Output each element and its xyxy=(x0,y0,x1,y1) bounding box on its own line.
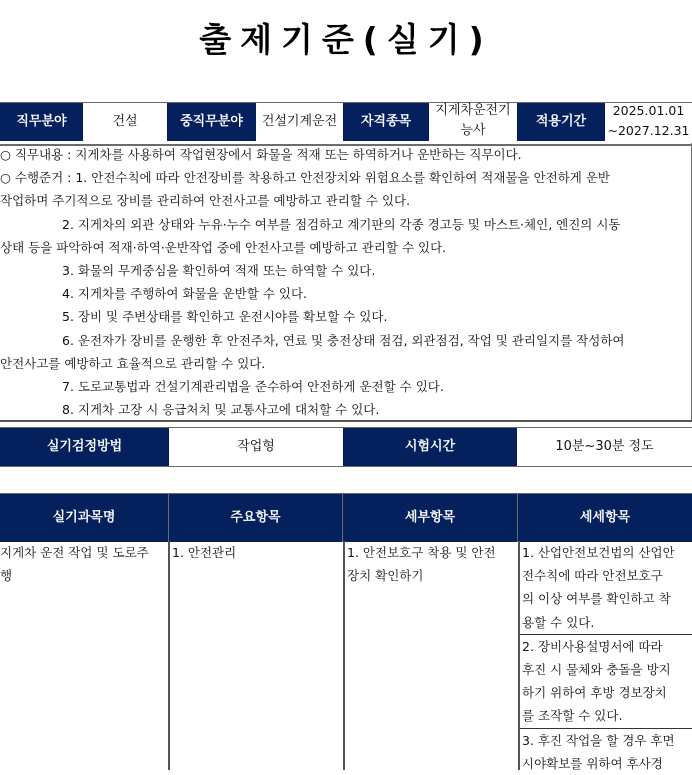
period-label: 적용기간 xyxy=(517,103,605,141)
sub-item-1-line1: 1. 산업안전보건법의 산업안 xyxy=(522,545,675,560)
sub-item-1-line4: 용할 수 있다. xyxy=(522,614,595,630)
exam-time-value: 10분~30분 정도 xyxy=(555,439,654,454)
criteria-table-header xyxy=(0,493,692,542)
sub-item-2-line2: 후진 시 물체와 충돌을 방지 xyxy=(522,662,671,678)
sub-item-1-line2: 전수칙에 따라 안전보호구 xyxy=(522,568,663,584)
criteria-item3: 3. 화물의 무게중심을 확인하여 적재 또는 하역할 수 있다. xyxy=(62,263,376,279)
main-item-cell xyxy=(170,541,345,770)
sub-item-2-line3: 하기 위하여 후방 경보장치 xyxy=(522,685,667,701)
sub-item-3-line2: 시야확보를 위하여 후사경 xyxy=(522,755,663,771)
detail-item-line2: 장치 확인하기 xyxy=(347,568,424,584)
header-subject: 실기과목명 xyxy=(0,494,169,542)
criteria-item5: 5. 장비 및 주변상태를 확인하고 운전시야를 확보할 수 있다. xyxy=(62,309,388,325)
sub-item-2 xyxy=(520,635,692,729)
subject-cell xyxy=(0,541,170,770)
criteria-item6-line1: 6. 운전자가 장비를 운행한 후 안전주차, 연료 및 충전상태 점검, 외관점검, 작업 및 관리일지를 작성하여 xyxy=(62,332,625,348)
period-value xyxy=(605,101,692,141)
criteria-item7: 7. 도로교통법과 건설기계관리법을 준수하여 안전하게 운전할 수 있다. xyxy=(62,379,444,395)
exam-method-value: 작업형 xyxy=(237,439,275,454)
qualification-value-line1: 지게차운전기 xyxy=(435,103,511,118)
exam-time-label: 시험시간 xyxy=(343,428,517,466)
exam-method-row xyxy=(0,427,692,467)
detail-item-line1: 1. 안전보호구 착용 및 안전 xyxy=(347,545,496,560)
job-content: ○ 직무내용 : 지게차를 사용하여 작업현장에서 화물을 적재 또는 하역하거나 운반하는 직무이다. xyxy=(0,147,522,162)
page-title: 출제기준(실기) xyxy=(199,20,493,59)
criteria-item2-line1: 2. 지게차의 외관 상태와 누유·누수 여부를 점검하고 계기판의 각종 경고등 및 마스트·체인, 엔진의 시동 xyxy=(62,216,621,232)
qualification-value xyxy=(429,101,517,141)
info-row xyxy=(0,102,692,146)
criteria-table-body xyxy=(0,541,692,770)
criteria-item6-line2: 안전사고를 예방하고 효율적으로 관리할 수 있다. xyxy=(0,355,266,371)
subject-line1: 지게차 운전 작업 및 도로주 xyxy=(0,545,149,560)
period-value-line2: ~2027.12.31 xyxy=(607,123,690,138)
sub-field-label: 중직무분야 xyxy=(167,103,256,141)
detail-item-cell xyxy=(345,541,520,770)
criteria-item2-line2: 상태 등을 파악하여 적재·하역·운반작업 중에 안전사고를 예방하고 관리할 수 있다. xyxy=(0,239,447,255)
exam-method-label: 실기검정방법 xyxy=(0,428,169,466)
period-value-line1: 2025.01.01 xyxy=(612,103,685,118)
sub-item-2-line1: 2. 장비사용설명서에 따라 xyxy=(522,638,663,654)
job-description xyxy=(0,143,692,422)
sub-field-value: 건설기계운전 xyxy=(261,114,338,129)
sub-item-3-line1: 3. 후진 작업을 할 경우 후면 xyxy=(522,732,675,748)
job-field-label: 직무분야 xyxy=(0,103,83,141)
header-main-item: 주요항목 xyxy=(169,494,343,542)
header-sub-item: 세세항목 xyxy=(518,494,692,542)
qualification-value-line2: 능사 xyxy=(460,123,486,138)
sub-item-cell xyxy=(520,541,692,770)
qualification-label: 자격종목 xyxy=(343,103,429,141)
criteria-line1: ○ 수행준거 : 1. 안전수칙에 따라 안전장비를 착용하고 안전장치와 위험요소를 확인하여 적재물을 안전하게 운반 xyxy=(0,170,611,186)
subject-line2: 행 xyxy=(0,568,13,584)
sub-item-2-line4: 를 조작할 수 있다. xyxy=(522,708,623,724)
main-item: 1. 안전관리 xyxy=(172,545,237,560)
sub-item-1 xyxy=(520,541,692,635)
sub-item-3 xyxy=(520,729,692,775)
criteria-item8: 8. 지게차 고장 시 응급처치 및 교통사고에 대처할 수 있다. xyxy=(62,402,380,418)
criteria-line2: 작업하며 주기적으로 장비를 관리하여 안전사고를 예방하고 관리할 수 있다. xyxy=(0,193,411,209)
header-detail-item: 세부항목 xyxy=(343,494,518,542)
criteria-item4: 4. 지게차를 주행하여 화물을 운반할 수 있다. xyxy=(62,286,308,302)
job-field-value: 건설 xyxy=(112,114,138,129)
sub-item-1-line3: 의 이상 여부를 확인하고 착 xyxy=(522,591,671,607)
